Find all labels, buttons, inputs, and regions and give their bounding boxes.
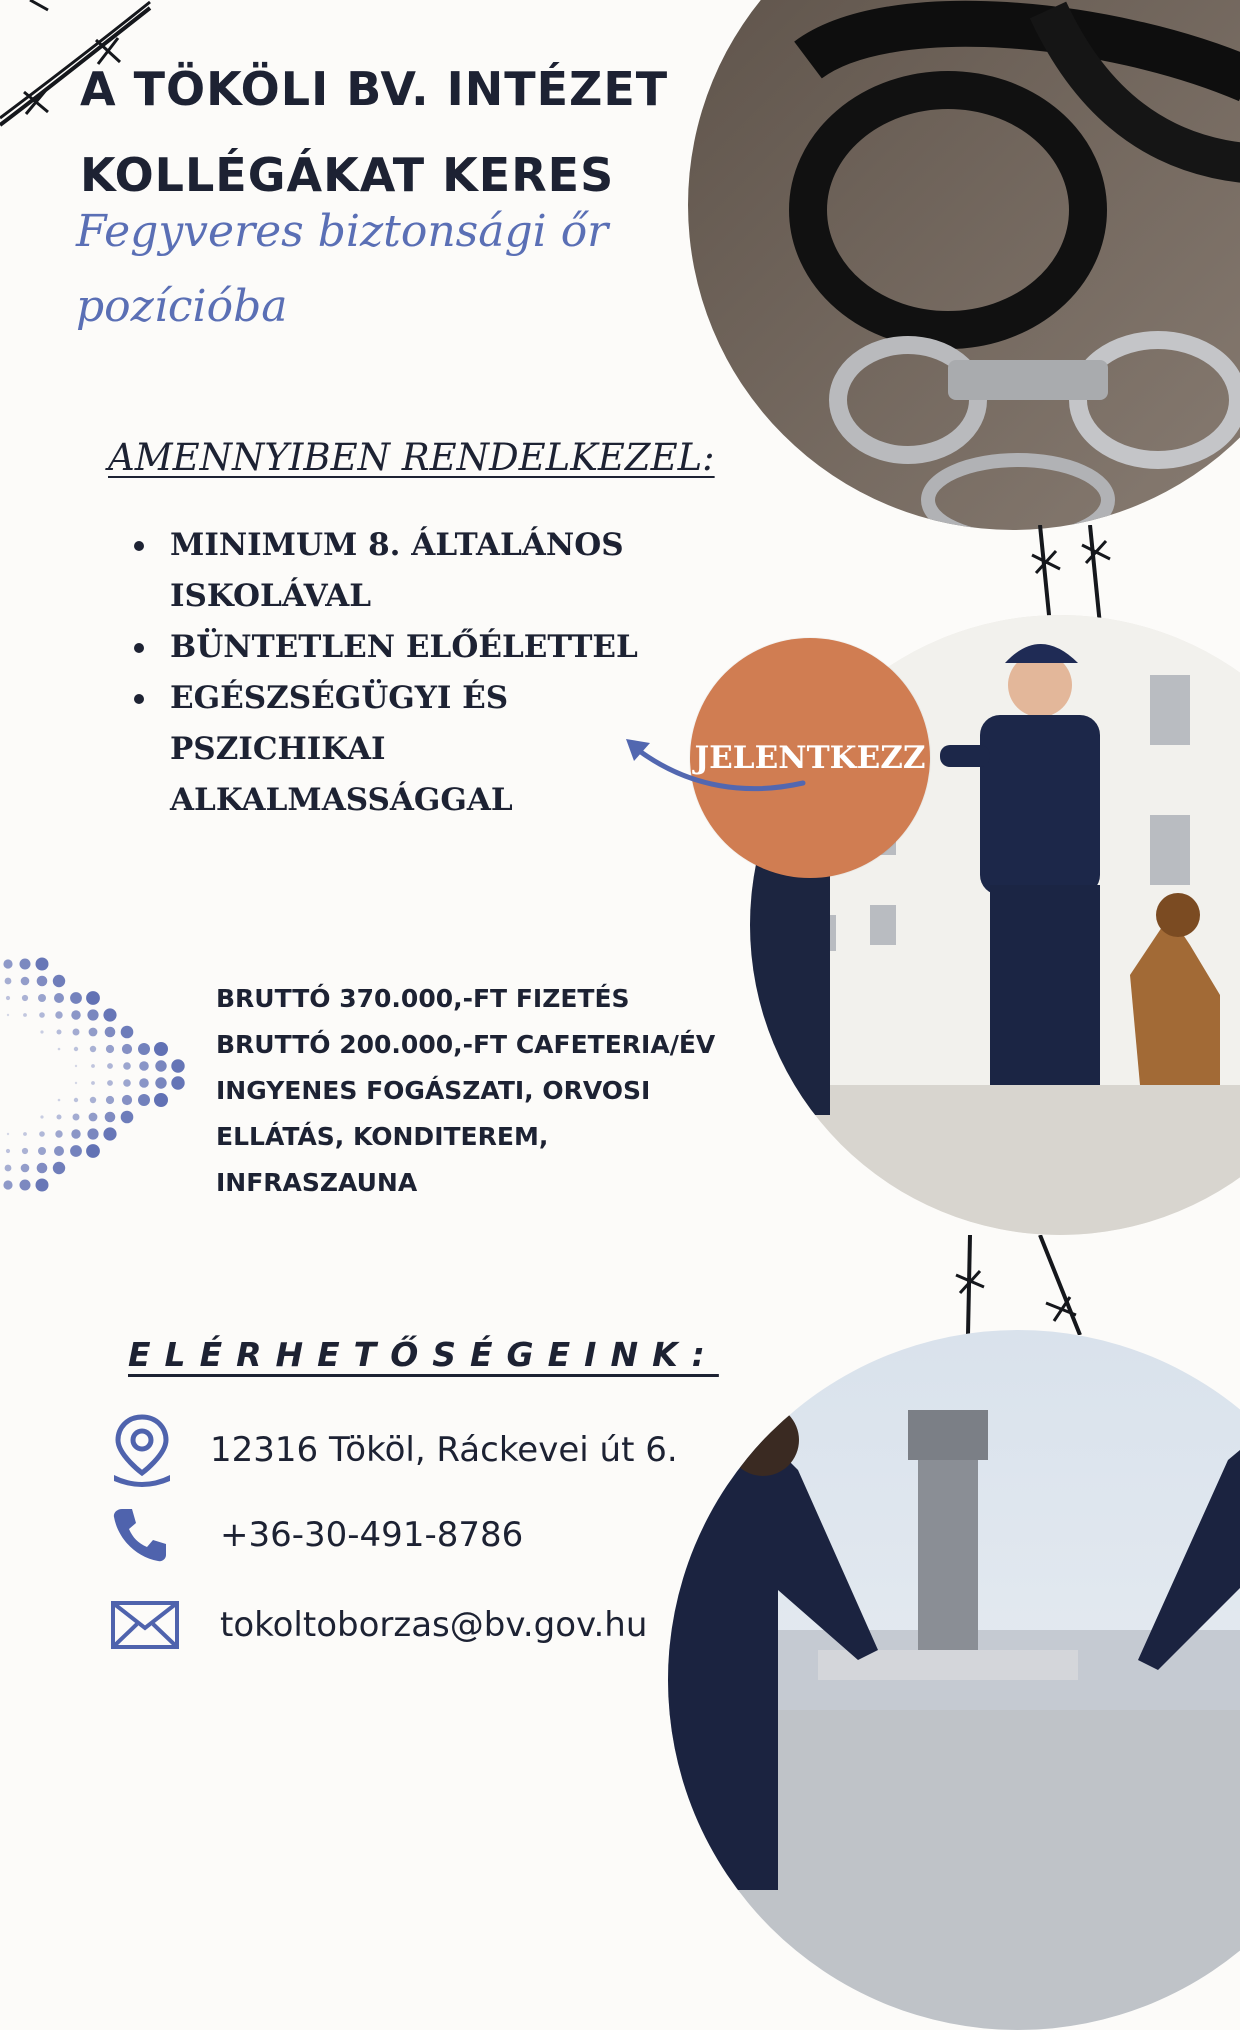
chevron-dot (138, 1043, 150, 1055)
requirement-item: BÜNTETLEN ELŐÉLETTEL (130, 622, 710, 673)
chevron-dot (39, 1131, 45, 1137)
chevron-dot (103, 1127, 116, 1140)
chevron-dot (55, 1011, 62, 1018)
chevron-dot (71, 1010, 80, 1019)
chevron-dot (139, 1078, 149, 1088)
chevron-dot (39, 1012, 45, 1018)
chevron-dot (5, 1165, 12, 1172)
email-link[interactable]: tokoltoborzas@bv.gov.hu (220, 1605, 648, 1645)
chevron-dot (107, 1080, 113, 1086)
chevron-dot (22, 995, 28, 1001)
page-title-line1: A TÖKÖLI BV. INTÉZET (80, 62, 669, 116)
chevron-dot (7, 1133, 9, 1135)
chevron-dot (21, 1164, 30, 1173)
chevron-dot (155, 1077, 166, 1088)
location-pin-icon (110, 1415, 174, 1485)
chevron-dot (36, 958, 49, 971)
contact-phone-row (110, 1500, 670, 1570)
requirement-item: MINIMUM 8. ÁLTALÁNOS ISKOLÁVAL (130, 520, 710, 622)
chevron-dot (106, 1096, 114, 1104)
chevron-dot (91, 1081, 95, 1085)
chevron-dot (3, 959, 12, 968)
benefit-line: INGYENES FOGÁSZATI, ORVOSI (216, 1076, 651, 1105)
chevron-dot (57, 1115, 62, 1120)
chevron-dot (90, 1097, 96, 1103)
chevron-dot (20, 959, 31, 970)
page-title-line2: KOLLÉGÁKAT KERES (80, 148, 615, 202)
barbed-wire-connector (950, 1235, 1100, 1335)
chevron-dot (20, 1180, 31, 1191)
chevron-dot (123, 1062, 131, 1070)
phone-icon (110, 1500, 184, 1570)
benefit-line: INFRASZAUNA (216, 1168, 418, 1197)
chevron-dot (122, 1044, 132, 1054)
chevron-dot (74, 1098, 78, 1102)
chevron-dot (54, 993, 64, 1003)
chevron-dot (122, 1095, 132, 1105)
water-tower-photo (668, 1330, 1240, 2030)
chevron-dot (86, 1144, 100, 1158)
chevron-dot (171, 1076, 184, 1089)
chevron-dot (58, 1048, 61, 1051)
chevron-dot (91, 1064, 95, 1068)
chevron-dot (58, 1099, 61, 1102)
chevron-dot (155, 1060, 166, 1071)
chevron-dot (23, 1132, 27, 1136)
chevron-dot (54, 1146, 64, 1156)
chevron-dot (6, 1149, 10, 1153)
benefit-line: BRUTTÓ 200.000,-FT CAFETERIA/ÉV (216, 1030, 716, 1059)
chevron-dot (36, 1179, 49, 1192)
chevron-dot (21, 977, 30, 986)
apply-cta-label: JELENTKEZZ (694, 740, 926, 776)
chevron-dot (87, 1009, 98, 1020)
requirement-item: EGÉSZSÉGÜGYI ÉS PSZICHIKAI ALKALMASSÁGGAL (130, 673, 710, 826)
chevron-dot (103, 1008, 116, 1021)
requirements-heading: AMENNYIBEN RENDELKEZEL: (108, 436, 715, 479)
contact-address-row (110, 1415, 678, 1485)
handcuffs-photo (688, 0, 1240, 530)
chevron-dot (6, 996, 10, 1000)
chevron-dot (74, 1047, 78, 1051)
chevron-dot (70, 1145, 82, 1157)
chevron-dot (71, 1129, 80, 1138)
chevron-dot (73, 1029, 80, 1036)
chevron-dot (105, 1112, 116, 1123)
chevron-dot (23, 1013, 27, 1017)
benefit-line: ELLÁTÁS, KONDITEREM, (216, 1122, 549, 1151)
requirements-list (130, 520, 710, 826)
address-text: 12316 Tököl, Ráckevei út 6. (210, 1430, 678, 1470)
chevron-dot (154, 1042, 168, 1056)
chevron-dot (5, 978, 12, 985)
benefit-line: BRUTTÓ 370.000,-FT FIZETÉS (216, 984, 630, 1013)
chevron-dot (37, 1163, 48, 1174)
chevron-dot (87, 1128, 98, 1139)
chevron-dot (121, 1026, 134, 1039)
chevron-dot (138, 1094, 150, 1106)
chevron-dot (107, 1063, 113, 1069)
chevron-dot (90, 1046, 96, 1052)
benefits-block (216, 976, 776, 1206)
chevron-dot (75, 1082, 77, 1084)
chevron-dot (53, 975, 65, 987)
chevron-dot (154, 1093, 168, 1107)
phone-link[interactable]: +36-30-491-8786 (220, 1515, 524, 1555)
contacts-heading: ELÉRHETŐSÉGEINK: (128, 1335, 719, 1374)
mail-icon (110, 1590, 184, 1660)
chevron-dot (70, 992, 82, 1004)
chevron-dot (57, 1030, 62, 1035)
position-subtitle-line1: Fegyveres biztonsági őr (76, 206, 609, 257)
dotted-chevron-icon (0, 950, 210, 1210)
chevron-dot (40, 1115, 43, 1118)
contact-email-row (110, 1590, 670, 1660)
chevron-dot (121, 1111, 134, 1124)
chevron-dot (38, 994, 46, 1002)
position-subtitle-line2: pozícióba (76, 281, 288, 332)
chevron-dot (89, 1113, 98, 1122)
chevron-dot (139, 1061, 149, 1071)
chevron-dot (53, 1162, 65, 1174)
chevron-dot (105, 1027, 116, 1038)
chevron-dot (86, 991, 100, 1005)
chevron-dot (171, 1059, 184, 1072)
chevron-dot (55, 1130, 62, 1137)
chevron-dot (123, 1079, 131, 1087)
chevron-dot (75, 1065, 77, 1067)
chevron-dot (73, 1114, 80, 1121)
chevron-dot (37, 976, 48, 987)
chevron-dot (3, 1180, 12, 1189)
chevron-dot (7, 1014, 9, 1016)
chevron-dot (106, 1045, 114, 1053)
chevron-dot (89, 1028, 98, 1037)
chevron-dot (40, 1030, 43, 1033)
chevron-dot (22, 1148, 28, 1154)
barbed-wire-connector (1020, 525, 1130, 625)
chevron-dot (38, 1147, 46, 1155)
